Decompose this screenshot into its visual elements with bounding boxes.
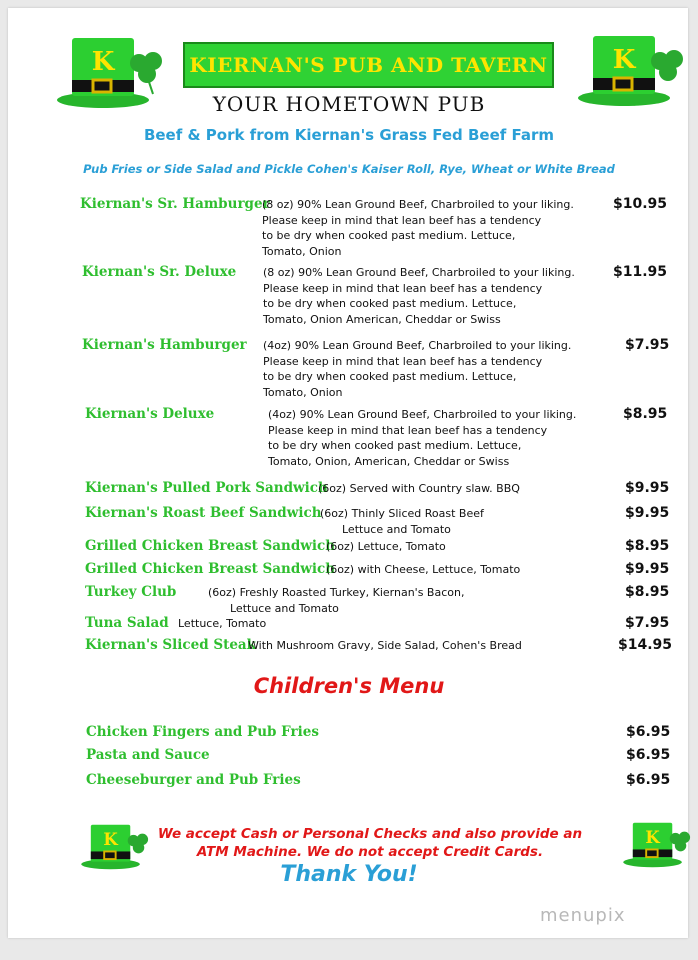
watermark: menupix bbox=[540, 905, 626, 926]
menu-item-name: Tuna Salad bbox=[85, 615, 169, 631]
menu-item-price: $7.95 bbox=[625, 615, 670, 631]
description-line: (6oz) Lettuce, Tomato bbox=[326, 540, 446, 553]
menu-item-description bbox=[318, 481, 520, 497]
kids-item-name: Cheeseburger and Pub Fries bbox=[86, 772, 301, 788]
kids-item-price: $6.95 bbox=[626, 724, 671, 740]
menu-item-description bbox=[263, 338, 571, 400]
menu-item-description bbox=[326, 539, 446, 555]
kids-item-name: Pasta and Sauce bbox=[86, 747, 210, 763]
hat-letter: K bbox=[103, 829, 118, 850]
menu-item-name: Grilled Chicken Breast Sandwich bbox=[85, 561, 336, 577]
menu-item-price: $8.95 bbox=[623, 406, 668, 422]
description-line: Lettuce, Tomato bbox=[178, 617, 267, 630]
menu-item-price: $9.95 bbox=[625, 505, 670, 521]
pub-title-banner: KIERNAN'S PUB AND TAVERN bbox=[183, 42, 554, 88]
menu-item-price: $14.95 bbox=[618, 637, 673, 653]
description-line: Tomato, Onion, American, Cheddar or Swiss bbox=[268, 454, 510, 468]
menu-item-name: Kiernan's Sliced Steak bbox=[85, 637, 257, 653]
hat-letter: K bbox=[612, 45, 636, 75]
description-line: (8 oz) 90% Lean Ground Beef, Charbroiled to your liking. bbox=[263, 266, 575, 279]
policy-line: ATM Machine. We do not accept Credit Cards. bbox=[196, 844, 544, 860]
description-line: Tomato, Onion American, Cheddar or Swiss bbox=[263, 312, 501, 326]
description-line: With Mushroom Gravy, Side Salad, Cohen's Bread bbox=[248, 639, 522, 652]
description-line: Tomato, Onion bbox=[262, 244, 342, 258]
thank-you-text: Thank You! bbox=[280, 862, 418, 887]
menu-item-name: Kiernan's Hamburger bbox=[82, 337, 247, 353]
menu-item-name: Kiernan's Pulled Pork Sandwich bbox=[85, 480, 328, 496]
menu-item-description bbox=[262, 197, 574, 259]
description-line: (4oz) 90% Lean Ground Beef, Charbroiled to your liking. bbox=[263, 339, 572, 352]
tagline: YOUR HOMETOWN PUB bbox=[212, 92, 486, 116]
description-line: to be dry when cooked past medium. Lettuce, bbox=[263, 297, 517, 310]
menu-item-name: Kiernan's Deluxe bbox=[85, 406, 215, 422]
kids-item-name: Chicken Fingers and Pub Fries bbox=[86, 724, 319, 740]
description-line: Lettuce and Tomato bbox=[342, 522, 451, 536]
description-line: Please keep in mind that lean beef has a tendency bbox=[262, 213, 542, 227]
description-line: to be dry when cooked past medium. Lettuce, bbox=[263, 370, 517, 383]
description-line: (6oz) Freshly Roasted Turkey, Kiernan's Bacon, bbox=[208, 586, 465, 599]
description-line: to be dry when cooked past medium. Lettuce, bbox=[262, 229, 516, 242]
policy-line: We accept Cash or Personal Checks and also provide an bbox=[157, 826, 583, 842]
description-line: (6oz) with Cheese, Lettuce, Tomato bbox=[326, 563, 521, 576]
description-line: (6oz) Thinly Sliced Roast Beef bbox=[320, 507, 484, 520]
menu-item-name: Kiernan's Sr. Hamburger bbox=[80, 196, 270, 212]
menu-item-description bbox=[320, 506, 484, 537]
menu-item-description bbox=[263, 265, 575, 327]
sides-note: Pub Fries or Side Salad and Pickle Cohen's Kaiser Roll, Rye, Wheat or White Bread bbox=[83, 162, 615, 176]
description-line: Lettuce and Tomato bbox=[230, 601, 339, 615]
menu-item-price: $9.95 bbox=[625, 480, 670, 496]
description-line: Please keep in mind that lean beef has a tendency bbox=[263, 281, 543, 295]
hat-letter: K bbox=[91, 47, 115, 77]
description-line: Tomato, Onion bbox=[263, 385, 343, 399]
menu-item-description bbox=[178, 616, 266, 632]
description-line: to be dry when cooked past medium. Lettuce, bbox=[268, 439, 522, 452]
menu-item-price: $7.95 bbox=[625, 337, 670, 353]
kids-item-price: $6.95 bbox=[626, 747, 671, 763]
menu-item-price: $8.95 bbox=[625, 584, 670, 600]
menu-item-description bbox=[248, 638, 522, 654]
description-line: (6oz) Served with Country slaw. BBQ bbox=[318, 482, 520, 495]
beef-source-heading: Beef & Pork from Kiernan's Grass Fed Beef Farm bbox=[143, 126, 555, 144]
menu-item-name: Kiernan's Roast Beef Sandwich bbox=[85, 505, 322, 521]
description-line: Please keep in mind that lean beef has a tendency bbox=[268, 423, 548, 437]
menu-item-name: Kiernan's Sr. Deluxe bbox=[82, 264, 237, 280]
description-line: (4oz) 90% Lean Ground Beef, Charbroiled to your liking. bbox=[268, 408, 577, 421]
hat-letter: K bbox=[645, 827, 660, 848]
childrens-menu-heading: Children's Menu bbox=[253, 674, 445, 698]
kids-item-price: $6.95 bbox=[626, 772, 671, 788]
description-line: Please keep in mind that lean beef has a tendency bbox=[263, 354, 543, 368]
menu-item-description bbox=[326, 562, 520, 578]
menu-item-price: $8.95 bbox=[625, 538, 670, 554]
menu-page bbox=[8, 8, 688, 938]
menu-item-price: $11.95 bbox=[613, 264, 668, 280]
menu-item-price: $9.95 bbox=[625, 561, 670, 577]
description-line: (8 oz) 90% Lean Ground Beef, Charbroiled to your liking. bbox=[262, 198, 574, 211]
menu-item-description bbox=[208, 585, 464, 616]
menu-item-price: $10.95 bbox=[613, 196, 668, 212]
menu-item-name: Grilled Chicken Breast Sandwich bbox=[85, 538, 336, 554]
menu-item-name: Turkey Club bbox=[85, 584, 177, 600]
payment-policy bbox=[140, 825, 600, 861]
menu-item-description bbox=[268, 407, 576, 469]
